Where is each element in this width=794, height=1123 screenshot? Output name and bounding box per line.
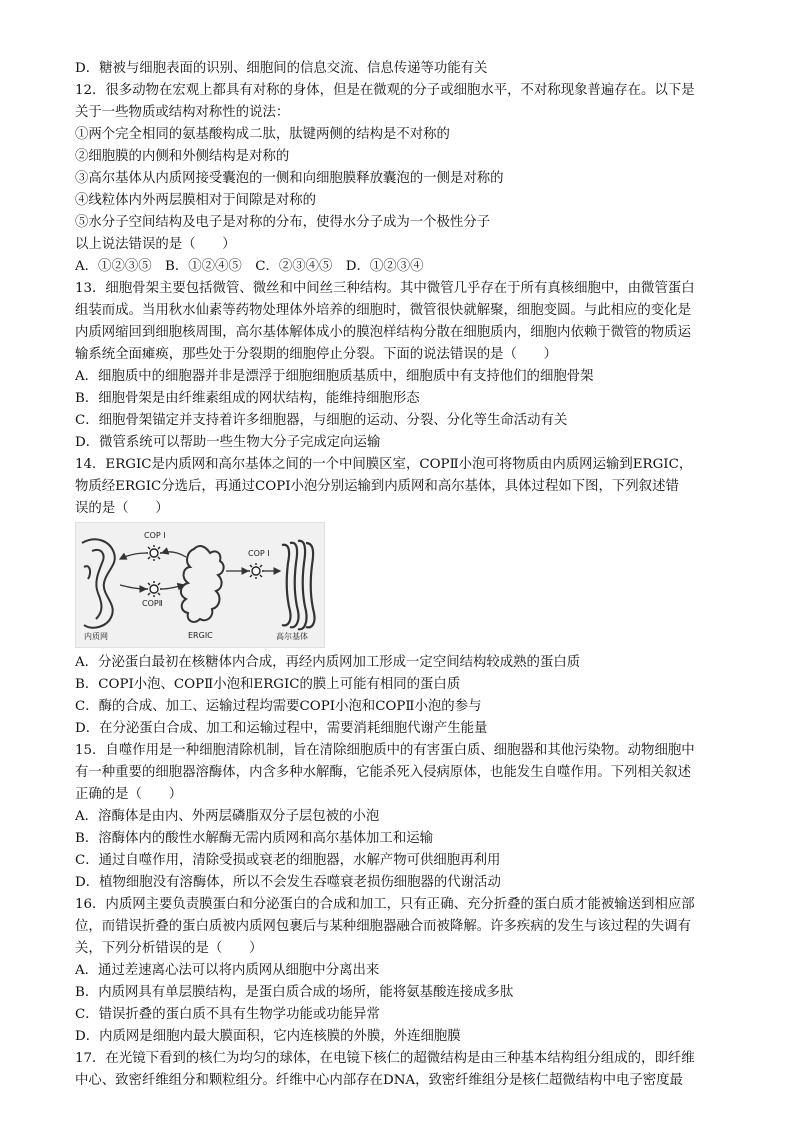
question-13 — [75, 278, 721, 454]
question-15 — [75, 740, 721, 894]
label-copi-right: COP I — [248, 549, 270, 558]
q14-option-b: B．COPⅠ小泡、COPⅡ小泡和ERGIC的膜上可能有相同的蛋白质 — [75, 677, 461, 692]
q16-stem-line: 位，而错误折叠的蛋白质被内质网包裹后与某种细胞器融合而被降解。许多疾病的发生与该过程的失调有 — [75, 919, 691, 934]
q13-stem-line: 内质网缩回到细胞核周围，高尔基体解体成小的膜泡样结构分散在细胞质内，细胞内依赖于微管的物质运 — [75, 325, 691, 340]
q13-stem-line: 13．细胞骨架主要包括微管、微丝和中间丝三种结构。其中微管几乎存在于所有真核细胞中，由微管蛋白 — [75, 281, 695, 296]
label-copii: COPⅡ — [142, 599, 163, 608]
q16-stem-line: 关，下列分析错误的是（ ） — [75, 941, 263, 956]
q15-stem-line: 有一种重要的细胞器溶酶体，内含多种水解酶，它能杀死入侵病原体，也能发生自噬作用。下列相关叙述 — [75, 765, 691, 780]
transport-diagram-svg — [76, 523, 324, 647]
q12-question: 以上说法错误的是（ ） — [75, 237, 236, 252]
q15-option-a: A．溶酶体是由内、外两层磷脂双分子层包被的小泡 — [75, 809, 380, 824]
q13-option-d: D．微管系统可以帮助一些生物大分子完成定向运输 — [75, 435, 381, 450]
vesicle-transport-figure — [75, 522, 325, 648]
question-12 — [75, 80, 721, 278]
page-content — [75, 58, 721, 1092]
er-membrane-shape — [82, 539, 115, 627]
q16-option-b: B．内质网具有单层膜结构，是蛋白质合成的场所，能将氨基酸连接成多肽 — [75, 985, 514, 1000]
q13-option-b: B．细胞骨架是由纤维素组成的网状结构，能维持细胞形态 — [75, 391, 420, 406]
q15-stem-line: 15．自噬作用是一种细胞清除机制，旨在清除细胞质中的有害蛋白质、细胞器和其他污染物。动物细胞中 — [75, 743, 695, 758]
question-14 — [75, 454, 721, 740]
q15-stem-line: 正确的是（ ） — [75, 787, 183, 802]
q13-option-c: C．细胞骨架锚定并支持着许多细胞器，与细胞的运动、分裂、分化等生命活动有关 — [75, 413, 568, 428]
q14-stem-line: 误的是（ ） — [75, 501, 169, 516]
label-copi-left: COP I — [144, 531, 166, 540]
label-er: 内质网 — [84, 632, 108, 641]
golgi-stack-shape — [282, 541, 315, 630]
vesicle-copi-left — [146, 545, 162, 561]
q11-option-d: D．糖被与细胞表面的识别、细胞间的信息交流、信息传递等功能有关 — [75, 61, 488, 76]
q12-statement-2: ②细胞膜的内侧和外侧结构是对称的 — [75, 149, 290, 164]
ergic-shape — [181, 546, 224, 622]
q16-option-c: C．错误折叠的蛋白质不具有生物学功能或功能异常 — [75, 1007, 380, 1022]
q15-option-d: D．植物细胞没有溶酶体，所以不会发生吞噬衰老损伤细胞器的代谢活动 — [75, 875, 501, 890]
q13-stem-line: 输系统全面瘫痪，那些处于分裂期的细胞停止分裂。下面的说法错误的是（ ） — [75, 347, 558, 362]
label-golgi: 高尔基体 — [276, 632, 308, 641]
q17-stem-line: 中心、致密纤维组分和颗粒组分。纤维中心内部存在DNA，致密纤维组分是核仁超微结构中电子密度最 — [75, 1073, 683, 1088]
q14-option-d: D．在分泌蛋白合成、加工和运输过程中，需要消耗细胞代谢产生能量 — [75, 721, 488, 736]
q16-option-a: A．通过差速离心法可以将内质网从细胞中分离出来 — [75, 963, 380, 978]
q12-options: A．①②③⑤ B．①②④⑤ C．②③④⑤ D．①②③④ — [75, 259, 424, 274]
q12-statement-5: ⑤水分子空间结构及电子是对称的分布，使得水分子成为一个极性分子 — [75, 215, 491, 230]
q14-stem-line: 物质经ERGIC分选后，再通过COPⅠ小泡分别运输到内质网和高尔基体，具体过程如下图，下列叙述错 — [75, 479, 679, 494]
q14-option-c: C．酶的合成、加工、运输过程均需要COPⅠ小泡和COPⅡ小泡的参与 — [75, 699, 482, 714]
q12-stem-line: 12．很多动物在宏观上都具有对称的身体，但是在微观的分子或细胞水平，不对称现象普遍存在。以下是 — [75, 83, 695, 98]
question-16 — [75, 894, 721, 1048]
label-ergic: ERGIC — [188, 631, 213, 640]
q12-statement-1: ①两个完全相同的氨基酸构成二肽，肽键两侧的结构是不对称的 — [75, 127, 450, 142]
q13-option-a: A．细胞质中的细胞器并非是漂浮于细胞细胞质基质中，细胞质中有支持他们的细胞骨架 — [75, 369, 594, 384]
q15-option-b: B．溶酶体内的酸性水解酶无需内质网和高尔基体加工和运输 — [75, 831, 433, 846]
vesicle-copii — [146, 581, 162, 597]
question-17 — [75, 1048, 721, 1092]
vesicle-copi-right — [248, 563, 264, 579]
q16-option-d: D．内质网是细胞内最大膜面积，它内连核膜的外膜，外连细胞膜 — [75, 1029, 461, 1044]
q13-stem-line: 组装而成。当用秋水仙素等药物处理体外培养的细胞时，微管很快就解聚，细胞变圆。与此相应的变化是 — [75, 303, 691, 318]
q12-statement-3: ③高尔基体从内质网接受囊泡的一侧和向细胞膜释放囊泡的一侧是对称的 — [75, 171, 504, 186]
q14-option-a: A．分泌蛋白最初在核糖体内合成，再经内质网加工形成一定空间结构较成熟的蛋白质 — [75, 655, 581, 670]
q15-option-c: C．通过自噬作用，清除受损或衰老的细胞器，水解产物可供细胞再利用 — [75, 853, 501, 868]
q12-statement-4: ④线粒体内外两层膜相对于间隙是对称的 — [75, 193, 317, 208]
q12-stem-line: 关于一些物质或结构对称性的说法： — [75, 105, 290, 120]
q17-stem-line: 17．在光镜下看到的核仁为均匀的球体，在电镜下核仁的超微结构是由三种基本结构组分组成的，即纤维 — [75, 1051, 695, 1066]
q16-stem-line: 16．内质网主要负责膜蛋白和分泌蛋白的合成和加工，只有正确、充分折叠的蛋白质才能被输送到相应部 — [75, 897, 695, 912]
q14-stem-line: 14．ERGIC是内质网和高尔基体之间的一个中间膜区室，COPⅡ小泡可将物质由内质网运输到ERGIC， — [75, 457, 693, 472]
